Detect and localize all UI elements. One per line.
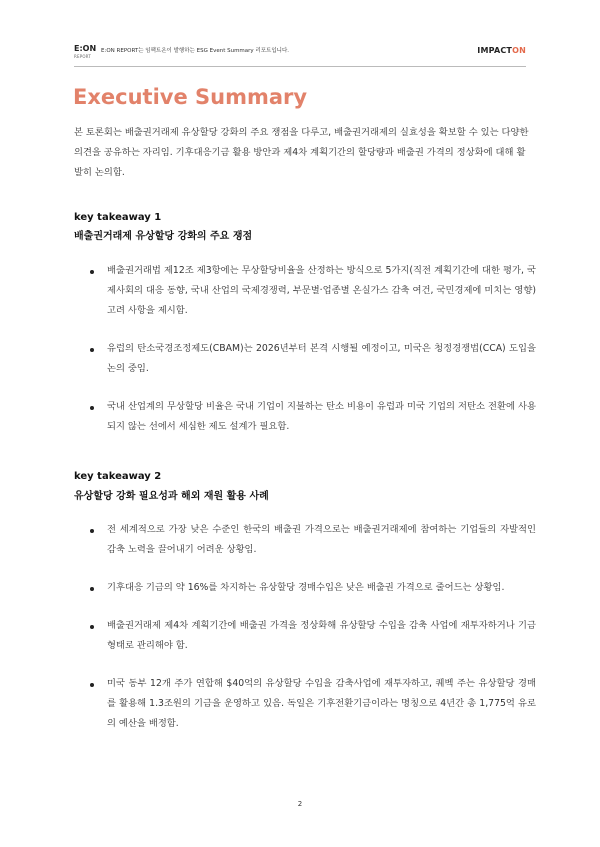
takeaway-1-label: key takeaway 1 bbox=[74, 212, 162, 223]
logo-main: E:ON bbox=[74, 44, 97, 53]
list-item-text: 기후대응 기금의 약 16%를 차지하는 유상할당 경매수입은 낮은 배출권 가격으로 줄어드는 상황임. bbox=[107, 582, 505, 593]
takeaway-1-list bbox=[74, 261, 536, 455]
list-item bbox=[74, 674, 536, 734]
list-item bbox=[74, 616, 536, 656]
bullet-icon bbox=[90, 529, 94, 533]
takeaway-1-title: 배출권거래제 유상할당 강화의 주요 쟁점 bbox=[74, 231, 253, 242]
takeaway-2-title: 유상할당 강화 필요성과 해외 재원 활용 사례 bbox=[74, 491, 269, 502]
list-item bbox=[74, 578, 536, 598]
list-item-text: 배출권거래제 제4차 계획기간에 배출권 가격을 정상화해 유상할당 수입을 감축 사업에 재투자하거나 기금 형태로 관리해야 함. bbox=[107, 620, 536, 651]
list-item bbox=[74, 339, 536, 379]
bullet-icon bbox=[90, 406, 94, 410]
takeaway-2-list bbox=[74, 520, 536, 752]
impact-on-logo bbox=[477, 46, 526, 56]
bullet-icon bbox=[90, 348, 94, 352]
bullet-icon bbox=[90, 683, 94, 687]
list-item bbox=[74, 520, 536, 560]
intro-paragraph: 본 토론회는 배출권거래제 유상할당 강화의 주요 쟁점을 다루고, 배출권거래제의 실효성을 확보할 수 있는 다양한 의견을 공유하는 자리임. 기후대응기금 활용 방안과 제4차 계획기간의 할당량과 배출권 가격의 정상화에 대해 활발히 논의함. bbox=[74, 127, 529, 178]
bullet-icon bbox=[90, 625, 94, 629]
logo-on: ON bbox=[512, 46, 526, 55]
logo-impact: IMPACT bbox=[477, 46, 513, 55]
list-item-text: 유럽의 탄소국경조정제도(CBAM)는 2026년부터 본격 시행될 예정이고, 미국은 청정경쟁법(CCA) 도입을 논의 중임. bbox=[107, 343, 536, 374]
logo-sub: REPORT bbox=[74, 54, 91, 59]
page-number: 2 bbox=[297, 800, 303, 808]
page-title: Executive Summary bbox=[73, 85, 308, 109]
header-divider bbox=[74, 66, 526, 67]
list-item bbox=[74, 397, 536, 437]
takeaway-2-label: key takeaway 2 bbox=[74, 471, 162, 482]
eon-report-logo bbox=[74, 44, 96, 64]
list-item-text: 전 세계적으로 가장 낮은 수준인 한국의 배출권 가격으로는 배출권거래제에 참여하는 기업들의 자발적인 감축 노력을 끌어내기 어려운 상황임. bbox=[107, 524, 536, 555]
list-item-text: 국내 산업계의 무상할당 비율은 국내 기업이 지불하는 탄소 비용이 유럽과 미국 기업의 저탄소 전환에 사용되지 않는 선에서 세심한 제도 설계가 필요함. bbox=[107, 401, 536, 432]
list-item-text: 미국 동부 12개 주가 연합해 $40억의 유상할당 수입을 감축사업에 재투자하고, 퀘벡 주는 유상할당 경매를 활용해 1.3조원의 기금을 운영하고 있음. 독일은 기후전환기금이라는 명칭으로 4년간 총 1,775억 유로의 예산을 배정함. bbox=[107, 678, 536, 729]
page-header bbox=[74, 44, 526, 64]
bullet-icon bbox=[90, 587, 94, 591]
bullet-icon bbox=[90, 270, 94, 274]
list-item-text: 배출권거래법 제12조 제3항에는 무상할당비율을 산정하는 방식으로 5가지(직전 계획기간에 대한 평가, 국제사회의 대응 동향, 국내 산업의 국제경쟁력, 부문별·업종별 온실가스 감축 여건, 국민경제에 미치는 영향) 고려 사항을 제시함. bbox=[107, 265, 536, 316]
list-item bbox=[74, 261, 536, 321]
header-description: E:ON REPORT는 임팩트온이 발행하는 ESG Event Summary 리포트입니다. bbox=[101, 48, 290, 54]
